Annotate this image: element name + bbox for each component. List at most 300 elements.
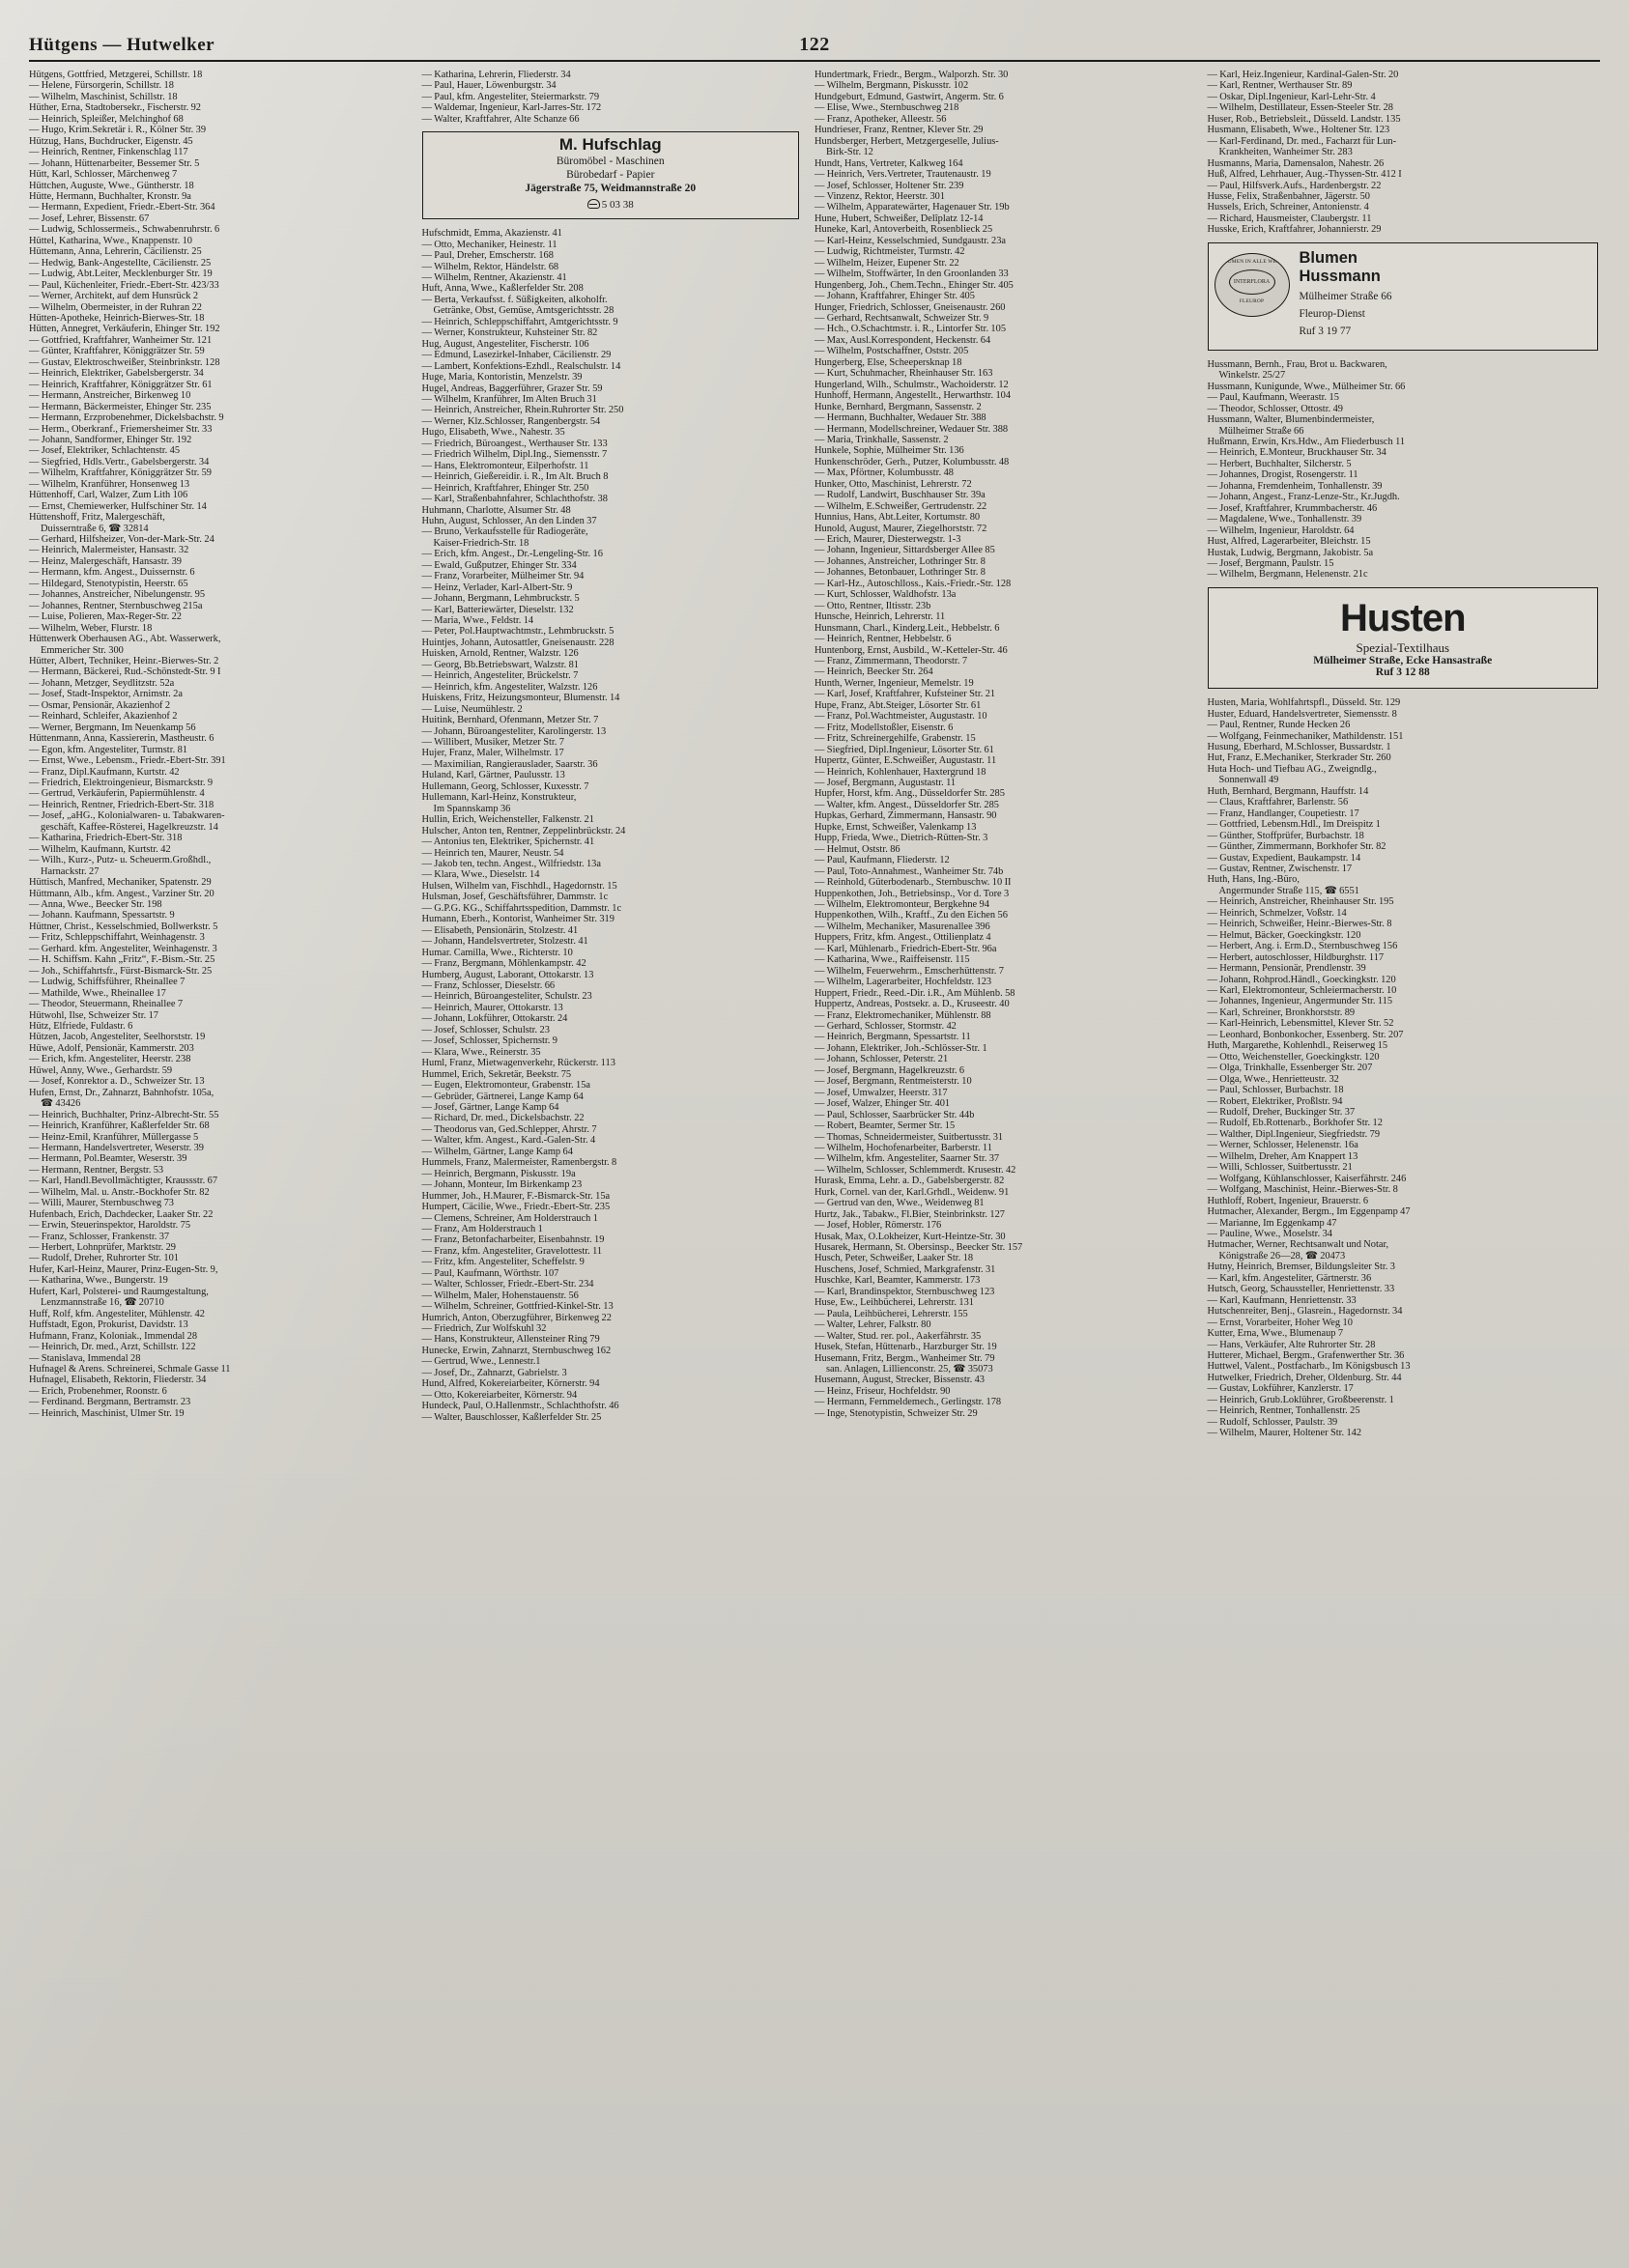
directory-entry: Hulsen, Wilhelm van, Fischhdl., Hagedornstr. 15 (421, 880, 617, 892)
directory-entry: — Hermann, Pensionär, Prendlenstr. 39 (1207, 963, 1366, 975)
directory-entry: Emmericher Str. 300 (41, 644, 124, 656)
directory-entry: — Gustav, Expedient, Baukampstr. 14 (1207, 852, 1361, 864)
directory-entry: — Siegfried, Dipl.Ingenieur, Lösorter Str. 61 (814, 744, 994, 755)
directory-entry: Hufenbach, Erich, Dachdecker, Laaker Str. 22 (29, 1208, 214, 1220)
directory-entry: Huß, Alfred, Lehrhauer, Aug.-Thyssen-Str. 412 I (1207, 169, 1402, 181)
directory-entry: — Wilhelm, Schreiner, Gottfried-Kinkel-Str. 13 (421, 1301, 614, 1313)
directory-entry: Hummer, Joh., H.Maurer, F.-Bismarck-Str. 15a (421, 1190, 611, 1202)
ad-husten[interactable] (1208, 587, 1599, 689)
directory-entry: — Josef, Elektriker, Schlachtenstr. 45 (29, 445, 181, 457)
directory-entry: Hunecke, Erwin, Zahnarzt, Sternbuschweg 162 (421, 1345, 612, 1356)
directory-entry: — Johannes, Betonbauer, Lothringer Str. 8 (814, 567, 986, 579)
directory-entry: — Johann. Kaufmann, Spessartstr. 9 (29, 910, 175, 921)
directory-entry: — Josef, Bergmann, Rentmeisterstr. 10 (814, 1076, 972, 1088)
directory-entry: — Hermann, Bäckermeister, Ehinger Str. 235 (29, 401, 212, 412)
directory-entry: Hützen, Jacob, Angesteliter, Seelhorststr. 19 (29, 1032, 206, 1043)
directory-entry: Hulscher, Anton ten, Rentner, Zeppelinbrückstr. 24 (421, 825, 626, 836)
directory-entry: — Walter, Kraftfahrer, Alte Schanze 66 (421, 113, 580, 125)
directory-entry: Sonnenwall 49 (1218, 775, 1279, 786)
directory-entry: — Karl, Kaufmann, Henriettenstr. 33 (1207, 1294, 1357, 1306)
directory-entry: — Karl, Heiz.Ingenieur, Kardinal-Galen-Str. 20 (1207, 70, 1399, 80)
directory-entry: — Heinrich ten, Maurer, Neustr. 54 (421, 847, 564, 859)
directory-entry: Hut, Franz, E.Mechaniker, Sterkrader Str. 260 (1207, 752, 1391, 764)
directory-entry: — Gottfried, Lebensm.Hdl., Im Dreispitz 1 (1207, 819, 1381, 831)
directory-entry: — Josef, Kraftfahrer, Krummbacherstr. 46 (1207, 502, 1378, 514)
directory-entry: — Hermann, Rentner, Bergstr. 53 (29, 1164, 164, 1176)
directory-entry: — Karl, Rentner, Werthauser Str. 89 (1207, 80, 1353, 92)
directory-entry: — Josef, Schlosser, Holtener Str. 239 (814, 180, 964, 191)
directory-entry: Winkelstr. 25/27 (1218, 370, 1286, 382)
directory-entry: — Maria, Wwe., Feldstr. 14 (421, 615, 534, 627)
directory-entry: — Paul, Kaufmann, Wörthstr. 107 (421, 1267, 559, 1279)
directory-entry: — Johannes, Anstreicher, Lothringer Str. 8 (814, 555, 986, 567)
directory-entry: — Paul, Kaufmann, Weerastr. 15 (1207, 392, 1339, 404)
directory-entry: — Johann, Rohprod.Händl., Goeckingkstr. 120 (1207, 974, 1396, 985)
directory-entry: — Johannes, Rentner, Sternbuschweg 215a (29, 600, 203, 611)
directory-entry: Hug, August, Angesteliter, Fischerstr. 106 (421, 338, 589, 350)
directory-entry: — Wilhelm, Rentner, Akazienstr. 41 (421, 271, 567, 283)
directory-entry: — Osmar, Pensionär, Akazienhof 2 (29, 699, 171, 711)
directory-entry: — Wolfgang, Maschinist, Heinr.-Bierwes-Str. 8 (1207, 1184, 1398, 1196)
directory-entry: — Wilhelm, Bergmann, Piskusstr. 102 (814, 80, 969, 92)
directory-entry: — Ernst, Wwe., Lebensm., Friedr.-Ebert-Str. 391 (29, 755, 226, 767)
directory-entry: — Paul, Hauer, Löwenburgstr. 34 (421, 80, 557, 92)
telephone-icon (587, 199, 600, 209)
directory-entry: — Josef, Umwalzer, Heerstr. 317 (814, 1087, 948, 1098)
directory-entry: Hüttenmann, Anna, Kassiererin, Mastheustr. 6 (29, 733, 214, 745)
directory-entry: — Wilhelm, Hochofenarbeiter, Barberstr. 11 (814, 1142, 992, 1153)
directory-entry: — Walther, Dipl.Ingenieur, Siegfriedstr. 79 (1207, 1128, 1381, 1140)
ad-blumen-hussmann[interactable] (1208, 242, 1599, 351)
directory-entry: — Walter, Schlosser, Friedr.-Ebert-Str. 234 (421, 1279, 594, 1290)
directory-entry: — Hermann, Buchhalter, Wedauer Str. 388 (814, 412, 986, 424)
directory-entry: Hundeck, Paul, O.Hallenmstr., Schlachthofstr. 46 (421, 1401, 619, 1412)
directory-entry: Husak, Max, O.Lokheizer, Kurt-Heintze-Str. 30 (814, 1231, 1006, 1242)
directory-entry: Hunsmann, Charl., Kinderg.Leit., Hebbelstr. 6 (814, 622, 1000, 634)
directory-entry: — Wilhelm, Maler, Hohenstauenstr. 56 (421, 1290, 579, 1301)
directory-entry: — Wilhelm, Kaufmann, Kurtstr. 42 (29, 843, 171, 855)
directory-entry: Hupkas, Gerhard, Zimmermann, Hansastr. 90 (814, 810, 997, 822)
ad-hufschlag-address: Jägerstraße 75, Weidmannstraße 20 (525, 182, 697, 194)
directory-entry: Hupertz, Günter, E.Schweißer, Augustastr. 11 (814, 755, 997, 767)
directory-entry: Kutter, Erna, Wwe., Blumenaup 7 (1207, 1328, 1344, 1340)
directory-entry: — Klara, Wwe., Reinerstr. 35 (421, 1046, 541, 1058)
directory-entry: — Heinrich, Malermeister, Hansastr. 32 (29, 545, 189, 556)
directory-entry: — Siegfried, Hdls.Vertr., Gabelsbergerstr. 34 (29, 456, 210, 468)
directory-entry: — Rudolf, Landwirt, Buschhauser Str. 39a (814, 490, 986, 501)
directory-entry: — Ewald, Gußputzer, Ehinger Str. 334 (421, 559, 577, 571)
directory-entry: — Theodor, Steuermann, Rheinallee 7 (29, 999, 184, 1010)
directory-entry: — Herbert, Ang. i. Erm.D., Sternbuschweg 156 (1207, 941, 1398, 952)
directory-entry: — Wolfgang, Kühlanschlosser, Kaiserfährstr. 246 (1207, 1173, 1407, 1184)
directory-entry: — Johann, Angest., Franz-Lenze-Str., Kr.Jugdh. (1207, 492, 1400, 503)
column-1 (29, 70, 422, 2238)
ad-hufschlag-title: M. Hufschlag (558, 135, 662, 155)
directory-entry: — Katharina, Wwe., Raiffeisenstr. 115 (814, 954, 970, 966)
directory-entry: Hune, Hubert, Schweißer, Delîplatz 12-14 (814, 213, 984, 224)
directory-entry: Hüttenshoff, Fritz, Malergeschäft, (29, 512, 165, 524)
directory-entry: — Wilhelm, E.Schweißer, Gertrudenstr. 22 (814, 500, 987, 512)
ad-husten-wordmark: Husten (1339, 596, 1466, 639)
directory-entry: Huff, Rolf, kfm. Angesteliter, Mühlenstr. 42 (29, 1308, 205, 1319)
directory-entry: — Wilhelm, Heizer, Eupener Str. 22 (814, 257, 959, 269)
directory-entry: Husse, Felix, Straßenbahner, Jägerstr. 50 (1207, 190, 1370, 202)
directory-entry: — Hugo, Krim.Sekretär i. R., Kölner Str. 39 (29, 125, 207, 136)
directory-entry: — Heinrich, Angesteliter, Brückelstr. 7 (421, 670, 579, 682)
directory-entry: — Hermann, Anstreicher, Birkenweg 10 (29, 390, 191, 402)
directory-entry: — Heinz, Malergeschäft, Hansastr. 39 (29, 555, 182, 567)
directory-entry: — Fritz, kfm. Angesteliter, Scheffelstr. 9 (421, 1257, 585, 1268)
directory-entry: — Heinrich, Rentner, Friedrich-Ebert-Str. 318 (29, 799, 214, 810)
directory-entry: — Wilhelm, Weber, Flurstr. 18 (29, 622, 153, 634)
directory-entry: — Heinrich, Dr. med., Arzt, Schillstr. 122 (29, 1342, 196, 1353)
directory-entry: Hund, Alfred, Kokereiarbeiter, Körnerstr. 94 (421, 1378, 600, 1390)
directory-entry: Hunke, Bernhard, Bergmann, Sassenstr. 2 (814, 401, 982, 412)
directory-entry: — Gertrud, Verkäuferin, Papiermühlenstr. 4 (29, 788, 205, 800)
directory-entry: san. Anlagen, Lillienconstr. 25, ☎ 35073 (826, 1364, 993, 1375)
directory-entry: — Katharina, Friedrich-Ebert-Str. 318 (29, 833, 183, 844)
directory-entry: — Marianne, Im Eggenkamp 47 (1207, 1217, 1337, 1229)
directory-entry: Hunnius, Hans, Abt.Leiter, Kortumstr. 80 (814, 512, 981, 524)
directory-entry: Hussmann, Bernh., Frau, Brot u. Backwaren, (1207, 358, 1387, 370)
directory-entry: — Heinrich, Rentner, Hebbelstr. 6 (814, 634, 952, 645)
directory-entry: — Heinrich, Schmelzer, Voßstr. 14 (1207, 907, 1347, 919)
directory-entry: — Erich, Maurer, Diesterwegstr. 1-3 (814, 534, 961, 546)
directory-entry: — Richard, Hausmeister, Claubergstr. 11 (1207, 213, 1372, 224)
page-number: 122 (799, 34, 830, 55)
directory-entry: — Pauline, Wwe., Moselstr. 34 (1207, 1228, 1332, 1239)
directory-entry: Hütgens, Gottfried, Metzgerei, Schillstr. 18 (29, 70, 203, 80)
directory-entry: — Erich, Probenehmer, Roonstr. 6 (29, 1385, 167, 1397)
directory-entry: — Hermann, kfm. Angest., Duissernstr. 6 (29, 567, 195, 579)
directory-entry: — Maximilian, Rangierauslader, Saarstr. 36 (421, 758, 598, 770)
ad-husten-line3: Ruf 3 12 88 (1375, 666, 1430, 678)
directory-entry: Huttwel, Valent., Postfacharb., Im Königsbusch 13 (1207, 1361, 1411, 1373)
directory-entry: — Herbert, autoschlosser, Hildburghstr. 117 (1207, 951, 1385, 963)
directory-entry: — Wilhelm, Mechaniker, Masurenallee 396 (814, 921, 990, 932)
ad-hufschlag[interactable] (422, 131, 800, 219)
directory-entry: Hunkele, Sophie, Mülheimer Str. 136 (814, 445, 964, 457)
directory-entry: — Otto, Rentner, Iltisstr. 23b (814, 600, 931, 611)
directory-entry: — Wilhelm, Kranführer, Honsenweg 13 (29, 478, 190, 490)
directory-entry: Hunker, Otto, Maschinist, Lehrerstr. 72 (814, 478, 972, 490)
directory-entry: Hütwohl, Ilse, Schweizer Str. 17 (29, 1009, 158, 1021)
directory-entry: — Walter, Bauschlosser, Kaßlerfelder Str. 25 (421, 1411, 602, 1423)
directory-entry: — Heinrich, Gießereidir. i. R., Im Alt. Bruch 8 (421, 471, 609, 483)
directory-entry: — Georg, Bb.Betriebswart, Walzstr. 81 (421, 659, 579, 670)
directory-entry: — Franz, Betonfacharbeiter, Eisenbahnstr. 19 (421, 1234, 605, 1246)
directory-entry: — Joh., Schiffahrtsfr., Fürst-Bismarck-Str. 25 (29, 965, 213, 977)
directory-entry: — Karl, kfm. Angesteliter, Gärtnerstr. 36 (1207, 1272, 1372, 1284)
directory-entry: — Robert, Elektriker, Proßlstr. 94 (1207, 1095, 1343, 1107)
directory-entry: — Mathilde, Wwe., Rheinallee 17 (29, 987, 166, 999)
directory-entry: — Heinrich, E.Monteur, Bruckhauser Str. 34 (1207, 447, 1386, 459)
directory-entry: Hustak, Ludwig, Bergmann, Jakobistr. 5a (1207, 547, 1374, 558)
directory-entry: — Vinzenz, Rektor, Heerstr. 301 (814, 190, 946, 202)
directory-entry: — Karl, Handl.Bevollmächtigter, Kraussstr. 67 (29, 1176, 218, 1187)
directory-entry: Hunhoff, Hermann, Angestellt., Herwarthstr. 104 (814, 390, 1012, 402)
directory-entry: — Olga, Wwe., Henrietteustr. 32 (1207, 1073, 1339, 1085)
directory-entry: Huschens, Josef, Schmied, Markgrafenstr. 31 (814, 1263, 996, 1275)
directory-entry: — Werner, Architekt, auf dem Hunsrück 2 (29, 291, 199, 302)
directory-entry: — Otto, Weichensteller, Goeckingkstr. 120 (1207, 1051, 1380, 1063)
directory-entry: — Heinrich, Schleppschiffahrt, Amtgerichtsstr. 9 (421, 316, 618, 327)
directory-entry: Hunsche, Heinrich, Lehrerstr. 11 (814, 611, 946, 623)
directory-entry: — Hermann, Bäckerei, Rud.-Schönstedt-Str. 9 I (29, 666, 221, 678)
directory-entry: — Gustav, Lokführer, Kanzlerstr. 17 (1207, 1383, 1354, 1395)
directory-entry: — Karl, Mühlenarb., Friedrich-Ebert-Str. 96a (814, 943, 997, 954)
directory-entry: — Reinhold, Güterbodenarb., Sternbuschw. 10 II (814, 877, 1012, 889)
running-head-left: Hütgens — Hutwelker (29, 35, 215, 55)
directory-entry: Königstraße 26—28, ☎ 20473 (1218, 1250, 1346, 1262)
directory-entry: Huntenborg, Ernst, Ausbild., W.-Ketteler-Str. 46 (814, 644, 1008, 656)
directory-entry: — Josef, Konrektor a. D., Schweizer Str. 13 (29, 1076, 205, 1088)
directory-entry: — Walter, Stud. rer. pol., Aakerfährstr. 35 (814, 1330, 982, 1342)
directory-entry: — Eugen, Elektromonteur, Grabenstr. 15a (421, 1080, 591, 1091)
directory-entry: — Johannes, Anstreicher, Nibelungenstr. 95 (29, 589, 206, 601)
directory-entry: — Paula, Leihbücherei, Lehrerstr. 155 (814, 1308, 968, 1319)
directory-entry: — Werner, Bergmann, Im Neuenkamp 56 (29, 722, 196, 733)
directory-entry: Huppenkothen, Wilh., Kraftf., Zu den Eichen 56 (814, 910, 1008, 921)
directory-entry: — Johann, Hüttenarbeiter, Bessemer Str. 5 (29, 157, 200, 169)
directory-entry: Hüttisch, Manfred, Mechaniker, Spatenstr. 29 (29, 877, 212, 889)
directory-entry: — Erich, kfm. Angest., Dr.-Lengeling-Str. 16 (421, 549, 603, 560)
directory-entry: — Gertrud van den, Wwe., Weidenweg 81 (814, 1198, 985, 1209)
directory-entry: — Max, Pförtner, Kolumbusstr. 48 (814, 468, 954, 479)
directory-entry: Hunth, Werner, Ingenieur, Memelstr. 19 (814, 677, 974, 689)
directory-entry: — Hermann, Handelsvertreter, Weserstr. 39 (29, 1142, 204, 1153)
directory-entry: — Heinrich, Bergmann, Spessartstr. 11 (814, 1032, 971, 1043)
directory-entry: — Josef, Schlosser, Spichernstr. 9 (421, 1035, 557, 1047)
directory-entry: — Josef, Dr., Zahnarzt, Gabrielstr. 3 (421, 1367, 567, 1378)
directory-entry: — Franz, Bergmann, Möhlenkampstr. 42 (421, 958, 586, 970)
directory-entry: — Hermann, Pol.Beamter, Weserstr. 39 (29, 1153, 187, 1165)
directory-entry: — Hedwig, Bank-Angestellte, Cäcilienstr. 25 (29, 257, 212, 269)
directory-entry: — Josef, Lehrer, Bissenstr. 67 (29, 213, 150, 224)
directory-entry: — Heinrich, Kranführer, Kaßlerfelder Str. 68 (29, 1120, 210, 1132)
directory-entry: — Fritz, Schreinergehilfe, Grabenstr. 15 (814, 733, 976, 745)
directory-entry: — Willi, Maurer, Sternbuschweg 73 (29, 1198, 174, 1209)
directory-entry: Hütt, Karl, Schlosser, Märchenweg 7 (29, 169, 178, 181)
directory-entry: — Erich, kfm. Angesteliter, Heerstr. 238 (29, 1054, 191, 1065)
directory-entry: — Paul, Kaufmann, Fliederstr. 12 (814, 855, 950, 866)
directory-entry: Hufer, Karl-Heinz, Maurer, Prinz-Eugen-Str. 9, (29, 1263, 218, 1275)
directory-entry: Hüttchen, Auguste, Wwe., Güntherstr. 18 (29, 180, 194, 191)
directory-entry: — Wilhelm, Ingenieur, Haroldstr. 64 (1207, 524, 1355, 536)
directory-entry: Hußmann, Erwin, Krs.Hdw., Am Fliederbusch 11 (1207, 436, 1406, 447)
directory-entry: — Elise, Wwe., Sternbuschweg 218 (814, 102, 959, 114)
directory-entry: — G.P.G. KG., Schiffahrtsspedition, Dammstr. 1c (421, 902, 622, 914)
directory-entry: Hundsberger, Herbert, Metzgergeselle, Julius- (814, 135, 999, 147)
directory-entry: — Franz, Apotheker, Alleestr. 56 (814, 113, 947, 125)
directory-entry: — Heinrich, Kohlenhauer, Haxtergrund 18 (814, 766, 986, 778)
directory-entry: — Josef, „aHG., Kolonialwaren- u. Tabakwaren- (29, 810, 225, 822)
directory-entry: — Theodorus van, Ged.Schlepper, Ahrstr. 7 (421, 1123, 597, 1135)
directory-entry: Hütten, Annegret, Verkäuferin, Ehinger Str. 192 (29, 324, 220, 335)
directory-entry: — Maria, Trinkhalle, Sassenstr. 2 (814, 434, 949, 445)
directory-entry: — Kurt, Schlosser, Waldhofstr. 13a (814, 589, 957, 601)
directory-entry: Huisken, Arnold, Rentner, Walzstr. 126 (421, 648, 579, 660)
directory-entry: Hungerberg, Else, Scheepersknap 18 (814, 356, 962, 368)
directory-entry: — Wilhelm, Maschinist, Schillstr. 18 (29, 91, 178, 102)
directory-entry: — Heinrich, Vers.Vertreter, Trautenaustr. 19 (814, 169, 991, 181)
directory-entry: Husung, Eberhard, M.Schlosser, Bussardstr. 1 (1207, 742, 1391, 753)
directory-entry: — Johannes, Drogist, Rosengerstr. 11 (1207, 469, 1358, 481)
column-3 (814, 70, 1208, 2238)
directory-entry: — Karl, Elektromonteur, Schleiermacherstr. 10 (1207, 985, 1397, 996)
directory-entry: Husmanns, Maria, Damensalon, Nahestr. 26 (1207, 157, 1385, 169)
directory-entry: Hurk, Cornel. van der, Karl.Grhdl., Weidenw. 91 (814, 1186, 1010, 1198)
directory-entry: — Karl, Josef, Kraftfahrer, Kufsteiner Str. 21 (814, 689, 996, 700)
directory-entry: Husek, Stefan, Hüttenarb., Harzburger Str. 19 (814, 1342, 997, 1353)
directory-entry: Krankheiten, Wanheimer Str. 283 (1218, 147, 1353, 158)
directory-entry: — Ludwig, Schiffsführer, Rheinallee 7 (29, 977, 186, 988)
directory-entry: — Heinrich, Anstreicher, Rheinhauser Str. 195 (1207, 896, 1394, 908)
directory-entry: Hundertmark, Friedr., Bergm., Walporzh. Str. 30 (814, 70, 1009, 80)
directory-entry: — Claus, Kraftfahrer, Barlenstr. 56 (1207, 797, 1349, 808)
directory-entry: — Willibert, Musiker, Metzer Str. 7 (421, 737, 564, 749)
directory-entry: — Franz, kfm. Angesteliter, Gravelottestr. 11 (421, 1245, 603, 1257)
directory-entry: — Hans, Verkäufer, Alte Ruhrorter Str. 28 (1207, 1339, 1376, 1350)
directory-entry: Huppenkothen, Joh., Betriebsinsp., Vor d. Tore 3 (814, 888, 1010, 899)
directory-entry: — Hermann, Modellschreiner, Wedauer Str. 388 (814, 423, 1009, 435)
ad-hussmann-name1: Blumen (1299, 248, 1358, 267)
directory-entry: — Josef, Bergmann, Augustastr. 11 (814, 778, 957, 788)
directory-entry: Duisserntraße 6, ☎ 32814 (41, 523, 149, 534)
directory-entry: — Wilhelm, Elektromonteur, Bergkehne 94 (814, 898, 989, 910)
directory-entry: Hungerland, Wilh., Schulmstr., Wachoiderstr. 12 (814, 379, 1009, 390)
directory-entry: Huth, Bernhard, Bergmann, Hauffstr. 14 (1207, 785, 1369, 797)
directory-entry: Husmann, Elisabeth, Wwe., Holtener Str. 123 (1207, 125, 1390, 136)
directory-entry: — Ernst, Chemiewerker, Hulfschiner Str. 14 (29, 500, 207, 512)
directory-entry: Hufen, Ernst, Dr., Zahnarzt, Bahnhofstr. 105a, (29, 1087, 214, 1098)
directory-entry: — Johanna, Fremdenheim, Tonhallenstr. 39 (1207, 480, 1383, 492)
directory-entry: — Ludwig, Abt.Leiter, Mecklenburger Str. 19 (29, 269, 213, 280)
directory-entry: — Franz, Elektromechaniker, Mühlenstr. 88 (814, 1009, 991, 1021)
directory-entry: Im Spannskamp 36 (433, 803, 511, 814)
directory-entry: — Hermann, Fernmeldemech., Gerlingstr. 178 (814, 1397, 1002, 1408)
directory-entry: — Heinrich, Rentner, Finkenschlag 117 (29, 147, 188, 158)
directory-entry: Huster, Eduard, Handelsvertreter, Siemensstr. 8 (1207, 708, 1397, 720)
directory-entry: — Waldemar, Ingenieur, Karl-Jarres-Str. 172 (421, 102, 602, 114)
directory-entry: — Karl, Brandinspektor, Sternbuschweg 123 (814, 1286, 995, 1297)
directory-entry: — Johann, Handelsvertreter, Stolzestr. 41 (421, 936, 588, 948)
directory-entry: Hussmann, Walter, Blumenbindermeister, (1207, 414, 1375, 426)
directory-entry: — Heinrich, Bergmann, Piskusstr. 19a (421, 1168, 576, 1179)
directory-entry: — Herbert, Lohnprüfer, Marktstr. 29 (29, 1242, 177, 1254)
directory-entry: — Karl, Schreiner, Bronkhorststr. 89 (1207, 1006, 1356, 1018)
directory-entry: — Paul, Rentner, Runde Hecken 26 (1207, 720, 1351, 731)
directory-entry: Huhn, August, Schlosser, An den Linden 37 (421, 515, 597, 526)
directory-entry: — Wilhelm, Apparatewärter, Hagenauer Str. 19b (814, 202, 1010, 213)
directory-entry: — Johann, Kraftfahrer, Ehinger Str. 405 (814, 291, 975, 302)
directory-entry: Hundt, Hans, Vertreter, Kalkweg 164 (814, 157, 963, 169)
directory-entry: — Anna, Wwe., Beecker Str. 198 (29, 898, 162, 910)
ad-hussmann-name2: Hussmann (1299, 267, 1381, 285)
directory-entry: — Heinrich, Schweißer, Heinr.-Bierwes-Str. 8 (1207, 919, 1392, 930)
directory-entry: — Heinrich, Kraftfahrer, Ehinger Str. 250 (421, 482, 589, 494)
directory-entry: — Paul, Toto-Annahmest., Wanheimer Str. 74b (814, 865, 1004, 877)
directory-entry: — Heinrich, Beecker Str. 264 (814, 666, 933, 678)
directory-entry: Angermunder Straße 115, ☎ 6551 (1218, 885, 1359, 896)
directory-entry: — Günther, Zimmermann, Borkhofer Str. 82 (1207, 841, 1386, 853)
directory-entry: Hullemann, Georg, Schlosser, Kuxesstr. 7 (421, 780, 589, 792)
directory-entry: — Wilhelm, Obermeister, in der Ruhran 22 (29, 301, 202, 313)
directory-entry: Husch, Peter, Schweißer, Laaker Str. 18 (814, 1253, 974, 1264)
directory-entry: Huschke, Karl, Beamter, Kammerstr. 173 (814, 1275, 981, 1287)
directory-entry: — Franz, Pol.Wachtmeister, Augustastr. 10 (814, 711, 987, 723)
directory-entry: Hummels, Franz, Malermeister, Ramenbergstr. 8 (421, 1157, 617, 1169)
directory-entry: Hundrieser, Franz, Rentner, Klever Str. 29 (814, 125, 984, 136)
directory-entry: Hufert, Karl, Polsterei- und Raumgestaltung, (29, 1286, 209, 1297)
column-2 (422, 70, 815, 2238)
directory-entry: — Thomas, Schneidermeister, Suitbertusstr. 31 (814, 1131, 1004, 1143)
directory-entry: — Werner, Konstrukteur, Kuhsteiner Str. 82 (421, 327, 598, 339)
directory-entry: Hugel, Andreas, Baggerführer, Grazer Str. 59 (421, 383, 603, 394)
directory-entry: Hüther, Erna, Stadtobersekr., Fischerstr. 92 (29, 102, 201, 114)
directory-entry: — Josef, Stadt-Inspektor, Arnimstr. 2a (29, 689, 183, 700)
directory-entry: Hutmacher, Alexander, Bergm., Im Eggenpamp 47 (1207, 1206, 1411, 1218)
directory-entry: — Gerhard, Hilfsheizer, Von-der-Mark-Str. 24 (29, 534, 214, 546)
directory-entry: Huitink, Bernhard, Ofenmann, Metzer Str. 7 (421, 715, 599, 726)
directory-entry: Hutmacher, Werner, Rechtsanwalt und Notar, (1207, 1239, 1389, 1251)
directory-entry: Humpert, Cäcilie, Wwe., Friedr.-Ebert-Str. 235 (421, 1202, 611, 1213)
directory-entry: — Johann, Büroangesteliter, Karolingerstr. 13 (421, 725, 607, 737)
directory-entry: — Wilhelm, Lagerarbeiter, Hochfeldstr. 123 (814, 977, 992, 988)
directory-entry: — Oskar, Dipl.Ingenieur, Karl-Lehr-Str. 4 (1207, 91, 1376, 102)
directory-entry: — Friedrich, Elektroingenieur, Bismarckstr. 9 (29, 778, 214, 788)
directory-entry: — Heinrich, Buchhalter, Prinz-Albrecht-Str. 55 (29, 1109, 219, 1120)
directory-entry: — Wilhelm, Feuerwehrm., Emscherhüttenstr. 7 (814, 965, 1004, 977)
directory-entry: — Walter, kfm. Angest., Düsseldorfer Str. 285 (814, 799, 999, 810)
directory-entry: — Gerhard, Rechtsanwalt, Schweizer Str. 9 (814, 312, 989, 324)
directory-entry: — Olga, Trinkhalle, Essenberger Str. 207 (1207, 1063, 1373, 1074)
directory-entry: — Leonhard, Bonbonkocher, Essenberg. Str. 207 (1207, 1029, 1404, 1040)
directory-entry: — Franz, Dipl.Kaufmann, Kurtstr. 42 (29, 766, 180, 778)
directory-entry: — Fritz, Modellstoßler, Eisenstr. 6 (814, 722, 954, 733)
directory-entry: — Rudolf, Eb.Rottenarb., Borkhofer Str. 12 (1207, 1118, 1383, 1129)
directory-entry: — Heinrich, Büroangesteliter, Schulstr. 23 (421, 991, 592, 1003)
directory-entry: — Fritz, Schleppschiffahrt, Weinhagenstr. 3 (29, 932, 205, 944)
directory-entry: — Helmut, Oststr. 86 (814, 843, 900, 855)
directory-entry: — Josef, Bergmann, Paulstr. 15 (1207, 557, 1334, 569)
directory-entry: — Helene, Fürsorgerin, Schillstr. 18 (29, 80, 174, 92)
directory-entry: Hütten-Apotheke, Heinrich-Bierwes-Str. 18 (29, 312, 205, 324)
directory-entry: — Luise, Polieren, Max-Reger-Str. 22 (29, 611, 182, 623)
directory-entry: — Antonius ten, Elektriker, Spichernstr. 41 (421, 836, 595, 848)
directory-entry: — Wilhelm, Destillateur, Essen-Steeler Str. 28 (1207, 102, 1393, 114)
directory-entry: — Heinrich, Grub.Loklührer, Großbeerenstr. 1 (1207, 1394, 1394, 1405)
directory-entry: — Heinz, Verlader, Karl-Albert-Str. 9 (421, 581, 573, 593)
directory-entry: Husemann, Fritz, Bergm., Wanheimer Str. 79 (814, 1352, 995, 1364)
directory-entry: — Wilhelm, Mal. u. Anstr.-Bockhofer Str. 82 (29, 1186, 210, 1198)
interflora-emblem-icon: BLUMEN IN ALLE WELT INTERFLORA FLEUROP (1215, 253, 1290, 317)
directory-entry: — Günter, Kraftfahrer, Königgrätzer Str. 59 (29, 346, 205, 357)
directory-entry: Hüttenhoff, Carl, Walzer, Zum Lith 106 (29, 490, 188, 501)
directory-entry: Hutterer, Michael, Bergm., Grafenwerther Str. 36 (1207, 1349, 1405, 1361)
directory-entry: — Karl-Heinz, Kesselschmied, Sundgaustr. 23a (814, 235, 1007, 246)
directory-entry: Huppertz, Andreas, Postsekr. a. D., Kruseestr. 40 (814, 999, 1010, 1010)
directory-entry: — Herbert, Buchhalter, Silcherstr. 5 (1207, 458, 1352, 469)
directory-entry: — Otto, Mechaniker, Heinestr. 11 (421, 239, 557, 250)
directory-entry: — Wilhelm, Postschaffner, Oststr. 205 (814, 346, 969, 357)
directory-entry: Huthloff, Robert, Ingenieur, Brauerstr. 6 (1207, 1195, 1369, 1206)
directory-entry: Hüwel, Anny, Wwe., Gerhardstr. 59 (29, 1064, 173, 1076)
directory-entry: — H. Schiffsm. Kahn „Fritz“, F.-Bism.-Str. 25 (29, 954, 215, 966)
directory-entry: Huge, Maria, Kontoristin, Menzelstr. 39 (421, 372, 583, 383)
directory-entry: — Heinrich, Anstreicher, Rhein.Ruhrorter Str. 250 (421, 405, 624, 416)
directory-entry: — Gertrud, Wwe., Lennestr.1 (421, 1356, 541, 1368)
